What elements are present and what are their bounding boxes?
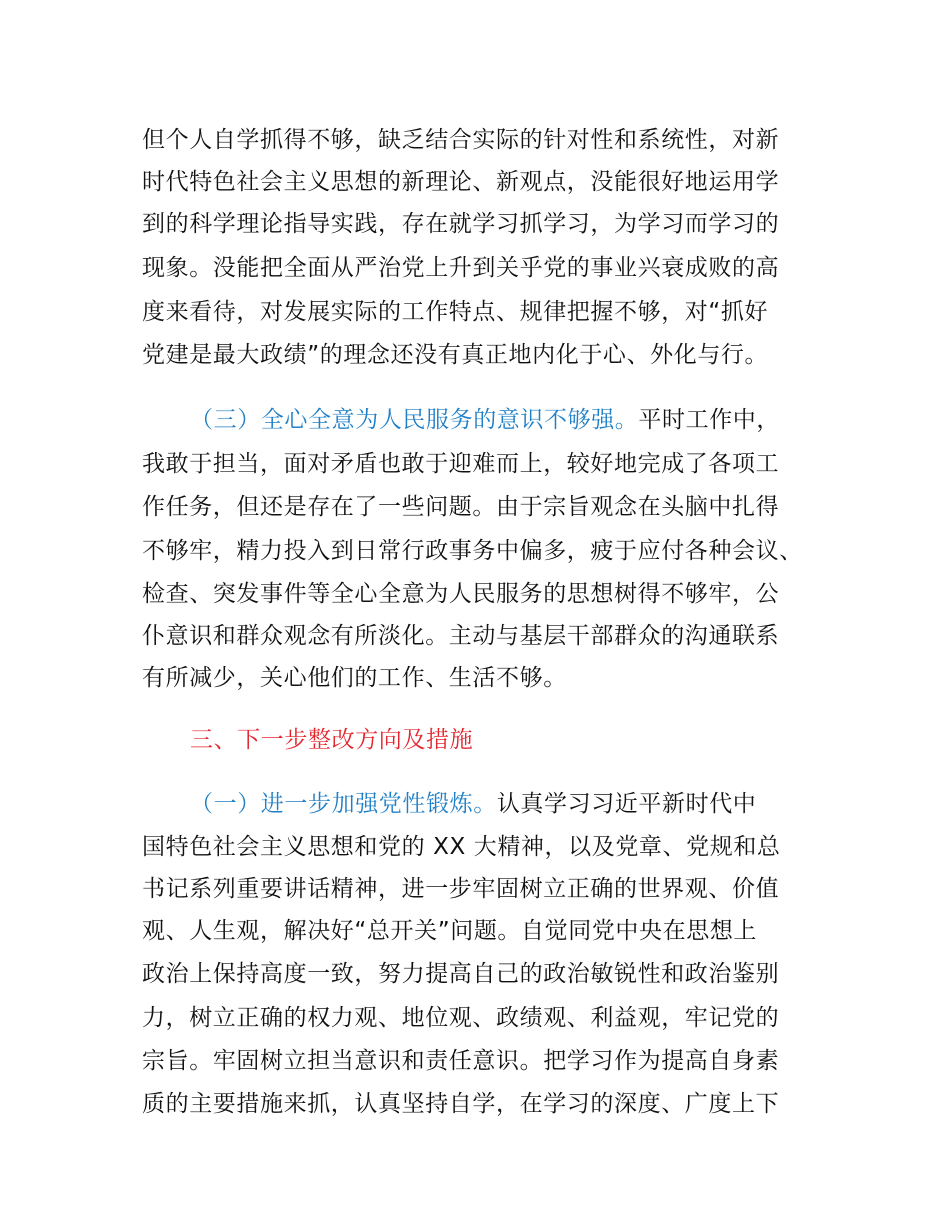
- body-text-line: [142, 959, 779, 989]
- body-text-line: [142, 1089, 779, 1119]
- line-text: 检查、突发事件等全心全意为人民服务的思想树得不够牢，公: [142, 581, 780, 607]
- body-text-line: [142, 125, 779, 155]
- line-text: 到的科学理论指导实践，存在就学习抓学习，为学习而学习的: [142, 211, 780, 237]
- line-text: 平时工作中，: [638, 407, 781, 433]
- line-text: 不够牢，精力投入到日常行政事务中偏多，疲于应付各种会议、: [142, 538, 803, 564]
- line-text: 质的主要措施来抓，认真坚持自学，在学习的深度、广度上下: [142, 1091, 780, 1117]
- line-text: 政治上保持高度一致，努力提高自己的政治敏锐性和政治鉴别: [142, 961, 780, 987]
- section-heading: [190, 725, 473, 755]
- body-text-line: [142, 209, 779, 239]
- line-text: 仆意识和群众观念有所淡化。主动与基层干部群众的沟通联系: [142, 623, 780, 649]
- line-text: 有所减少，关心他们的工作、生活不够。: [142, 665, 567, 691]
- body-text-line: [142, 536, 803, 566]
- line-text: 度来看待，对发展实际的工作特点、规律把握不够，对“抓好: [142, 299, 769, 325]
- section-3-heading: 三、下一步整改方向及措施: [190, 727, 474, 753]
- body-text-line: [142, 253, 779, 283]
- body-text-line: [142, 297, 768, 327]
- body-text-line: [142, 663, 567, 693]
- body-text-line: [142, 621, 779, 651]
- body-text-line: [142, 449, 779, 479]
- body-text-line: [142, 916, 757, 946]
- body-text-line: [142, 832, 781, 862]
- subheading-1-party-spirit: （一）进一步加强党性锻炼。: [190, 791, 497, 817]
- line-text: 书记系列重要讲话精神，进一步牢固树立正确的世界观、价值: [142, 876, 780, 902]
- subheading-paragraph-start: [190, 405, 780, 435]
- line-text: 认真学习习近平新时代中: [496, 791, 757, 817]
- line-text: 国特色社会主义思想和党的 XX 大精神，以及党章、党规和总: [142, 834, 781, 860]
- line-text: 我敢于担当，面对矛盾也敢于迎难而上，较好地完成了各项工: [142, 451, 780, 477]
- line-text: 时代特色社会主义思想的新理论、新观点，没能很好地运用学: [142, 169, 780, 195]
- body-text-line: [142, 167, 779, 197]
- line-text: 力，树立正确的权力观、地位观、政绩观、利益观，牢记党的: [142, 1005, 780, 1031]
- subheading-paragraph-start: [190, 789, 756, 819]
- line-text: 宗旨。牢固树立担当意识和责任意识。把学习作为提高自身素: [142, 1048, 780, 1074]
- body-text-line: [142, 340, 768, 370]
- body-text-line: [142, 1046, 779, 1076]
- body-text-line: [142, 1003, 779, 1033]
- body-text-line: [142, 492, 779, 522]
- line-text: 现象。没能把全面从严治党上升到关乎党的事业兴衰成败的高: [142, 255, 780, 281]
- subheading-3-service-awareness: （三）全心全意为人民服务的意识不够强。: [190, 407, 639, 433]
- body-text-line: [142, 579, 779, 609]
- line-text: 党建是最大政绩”的理念还没有真正地内化于心、外化与行。: [142, 342, 769, 368]
- line-text: 但个人自学抓得不够，缺乏结合实际的针对性和系统性，对新: [142, 127, 780, 153]
- line-text: 观、人生观，解决好“总开关”问题。自觉同党中央在思想上: [142, 918, 758, 944]
- body-text-line: [142, 874, 779, 904]
- line-text: 作任务，但还是存在了一些问题。由于宗旨观念在头脑中扎得: [142, 494, 780, 520]
